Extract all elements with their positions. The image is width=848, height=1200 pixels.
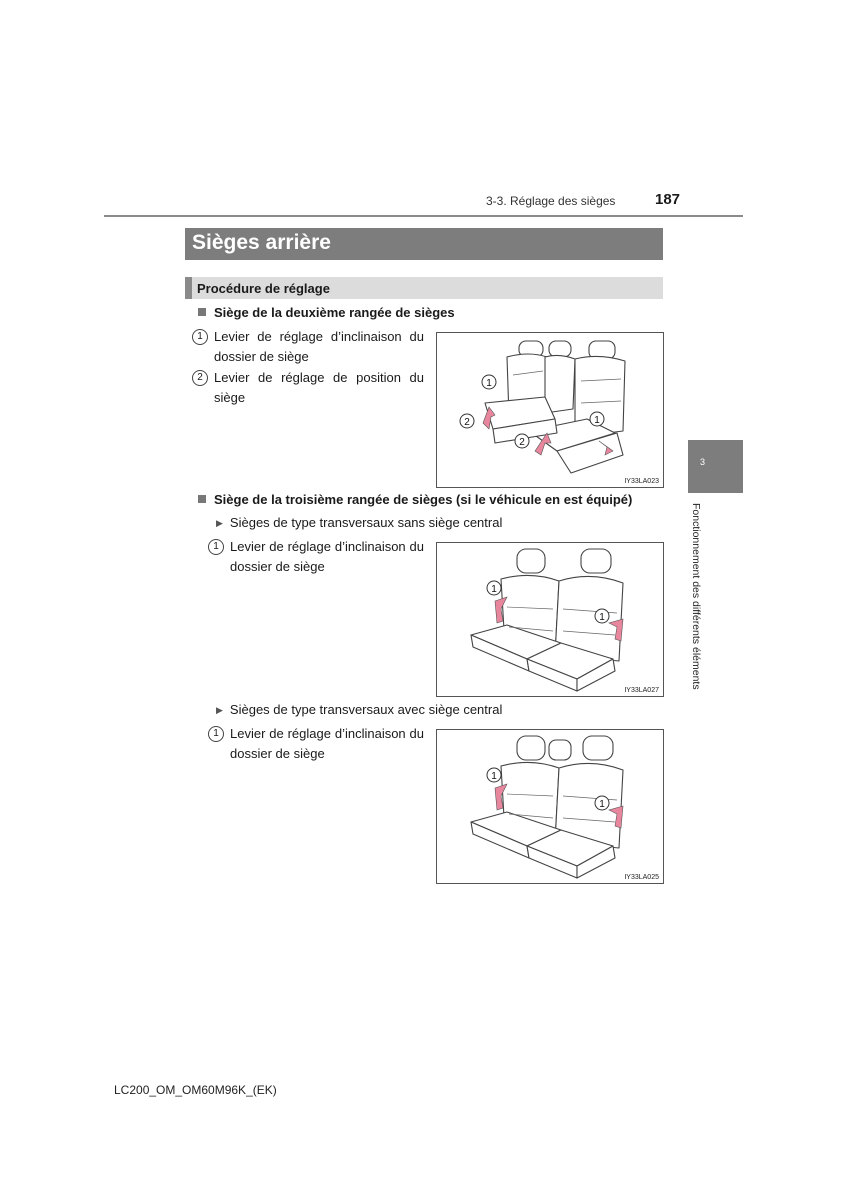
item-recline-lever: Levier de réglage d’inclinaison du dossier de siège [214, 329, 424, 364]
figure-code: IY33LA023 [624, 478, 659, 485]
third-row-center-seats-illustration [437, 730, 663, 883]
second-row-seats-illustration [437, 333, 663, 487]
running-header: 3-3. Réglage des sièges [486, 194, 616, 208]
chapter-tab-title: Fonctionnement des différents éléments [690, 503, 702, 690]
subsection-title: Procédure de réglage [197, 281, 330, 296]
third-row-heading [198, 492, 632, 507]
variant-b-label [216, 702, 502, 717]
variant-b-label-text: Sièges de type transversaux avec siège central [229, 702, 503, 717]
header-rule [104, 215, 743, 217]
triangle-bullet-icon: ▶ [216, 518, 223, 528]
triangle-bullet-icon: ▶ [216, 705, 223, 715]
document-code: LC200_OM_OM60M96K_(EK) [114, 1083, 277, 1097]
square-bullet-icon [198, 308, 206, 316]
variant-a-label [216, 515, 502, 530]
variant-a-label-text: Sièges de type transversaux sans siège central [229, 515, 503, 530]
svg-text:1: 1 [594, 415, 600, 426]
item-recline-lever: Levier de réglage d’inclinaison du dossier de siège [230, 726, 424, 761]
section-title: Sièges arrière [192, 231, 331, 254]
second-row-heading [198, 305, 455, 320]
callout-number-2: 2 [192, 370, 208, 386]
item-recline-lever: Levier de réglage d’inclinaison du dossier de siège [230, 539, 424, 574]
svg-text:1: 1 [599, 799, 605, 810]
svg-text:2: 2 [519, 437, 525, 448]
third-row-heading-text: Siège de la troisième rangée de sièges (si le véhicule en est équipé) [214, 492, 633, 507]
subsection-accent [185, 277, 192, 299]
svg-text:1: 1 [486, 378, 492, 389]
callout-number-1: 1 [208, 726, 224, 742]
item-position-lever: Levier de réglage de position du siège [214, 370, 424, 405]
svg-text:1: 1 [491, 771, 497, 782]
figure-third-row-no-center [436, 542, 664, 697]
figure-third-row-with-center [436, 729, 664, 884]
third-row-seats-illustration [437, 543, 663, 696]
square-bullet-icon [198, 495, 206, 503]
callout-number-1: 1 [192, 329, 208, 345]
figure-code: IY33LA025 [624, 874, 659, 881]
second-row-heading-text: Siège de la deuxième rangée de sièges [214, 305, 455, 320]
svg-text:1: 1 [491, 584, 497, 595]
chapter-tab [688, 440, 743, 493]
figure-second-row-seats [436, 332, 664, 488]
figure-code: IY33LA027 [624, 687, 659, 694]
svg-text:2: 2 [464, 417, 470, 428]
callout-number-1: 1 [208, 539, 224, 555]
page-number: 187 [655, 191, 681, 208]
chapter-tab-number: 3 [700, 457, 706, 467]
svg-text:1: 1 [599, 612, 605, 623]
